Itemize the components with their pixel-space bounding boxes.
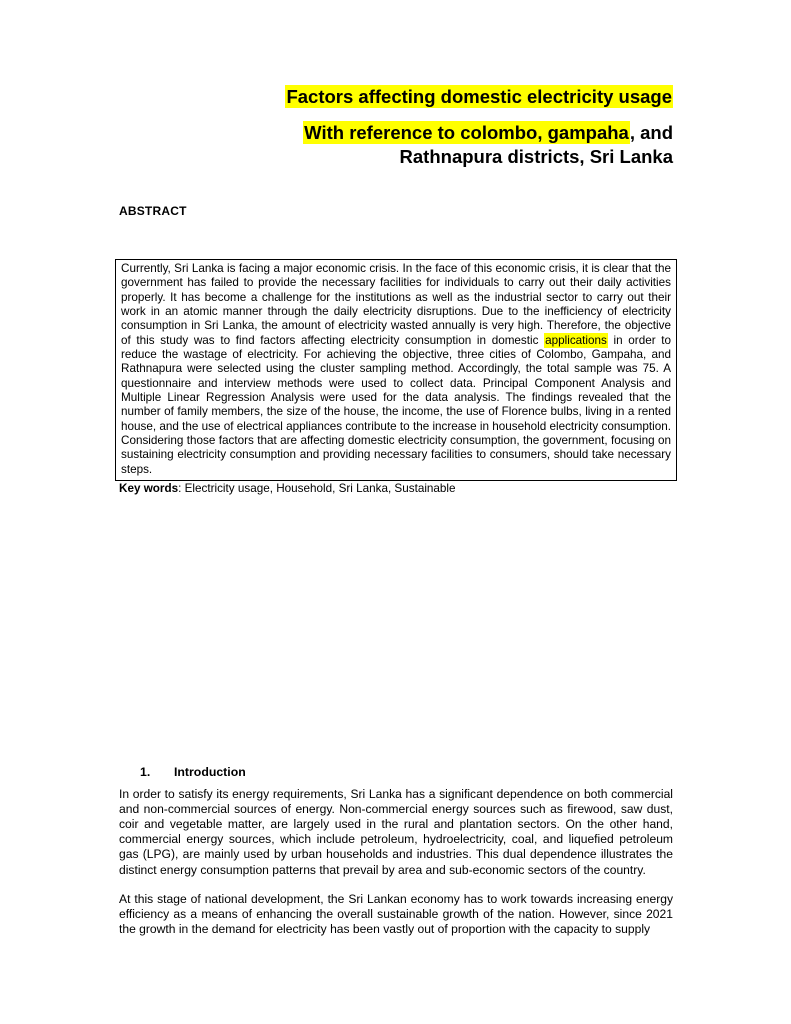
- abstract-text-before: Currently, Sri Lanka is facing a major economic crisis. In the face of this economic crisis, it is clear that the government has failed to provide the necessary facilities for individuals to carry out their daily activities properly. It has become a challenge for the institutions as well as the industrial sector to carry out their work in an atomic manner through the daily electricity disruptions. Due to the inefficiency of electricity consumption in Sri Lanka, the amount of electricity wasted annually is very high. Therefore, the objective of this study was to find factors affecting electricity consumption in domestic: [121, 262, 671, 347]
- introduction-heading: [119, 765, 673, 779]
- paper-title: [119, 85, 673, 108]
- keywords-label: Key words: [119, 482, 179, 496]
- abstract-heading: ABSTRACT: [119, 204, 187, 218]
- subtitle-line-1: [119, 121, 673, 145]
- introduction-paragraph-1: In order to satisfy its energy requirements, Sri Lanka has a significant dependence on both commercial and non-commercial sources of energy. Non-commercial energy sources such as firewood, saw dust, coir and vegetable matter, are largely used in the rural and plantation sectors. On the other hand, commercial energy sources, which include petroleum, hydroelectricity, coal, and liquefied petroleum gas (LPG), are mainly used by urban households and industries. This dual dependence illustrates the distinct energy consumption patterns that prevail by area and sub-economic sectors of the country.: [119, 786, 673, 877]
- paper-subtitle: [119, 121, 673, 169]
- subtitle-plain-text: , and: [629, 122, 673, 143]
- introduction-section: [119, 765, 673, 938]
- title-block: [119, 85, 673, 169]
- keywords-text: : Electricity usage, Household, Sri Lanka, Sustainable: [178, 482, 456, 496]
- title-highlight: Factors affecting domestic electricity usage: [286, 86, 672, 107]
- subtitle-highlight: With reference to colombo, gampaha: [304, 122, 629, 143]
- abstract-inline-highlight: applications: [545, 333, 607, 347]
- introduction-title: Introduction: [174, 764, 246, 779]
- keywords-line: [119, 482, 673, 497]
- abstract-text-after: in order to reduce the wastage of electricity. For achieving the objective, three cities of Colombo, Gampaha, and Rathnapura were selected using the cluster sampling method. Accordingly, the total sample was 75. A questionnaire and interview methods were used to collect data. Principal Component Analysis and Multiple Linear Regression Analysis were used for the data analysis. The findings revealed that the number of family members, the size of the house, the income, the use of Florence bulbs, living in a rented house, and the use of electrical appliances contribute to the increase in household electricity consumption. Considering those factors that are affecting domestic electricity consumption, the government, focusing on sustaining electricity consumption and providing necessary facilities to consumers, should take necessary steps.: [121, 333, 672, 476]
- abstract-box: [115, 259, 677, 481]
- introduction-number: 1.: [140, 764, 151, 779]
- introduction-paragraph-2: At this stage of national development, the Sri Lankan economy has to work towards increasing energy efficiency as a means of enhancing the overall sustainable growth of the nation. However, since 2021 the growth in the demand for electricity has been vastly out of proportion with the capacity to supply: [119, 891, 673, 937]
- subtitle-line-2: Rathnapura districts, Sri Lanka: [399, 146, 673, 167]
